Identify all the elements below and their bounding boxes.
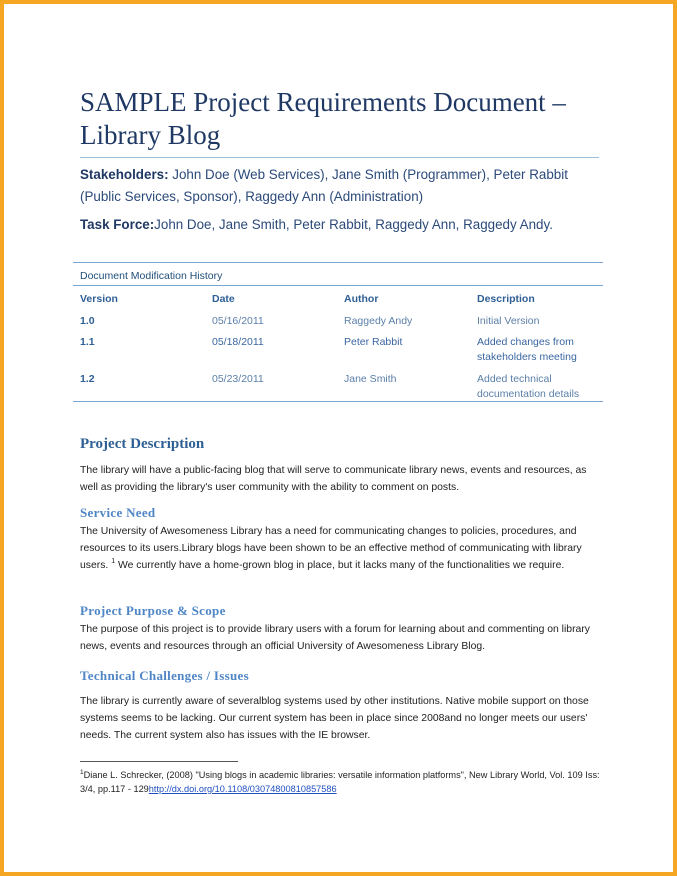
purpose-scope-text: The purpose of this project is to provide library users with a forum for learning about and commenting on library news, events and resources through an official University of Awesomeness Library Blog.	[80, 624, 590, 652]
purpose-scope-heading: Project Purpose & Scope	[80, 603, 226, 618]
task-force-line	[80, 214, 600, 236]
column-header-description: Description	[477, 293, 535, 305]
service-need-heading: Service Need	[80, 505, 156, 520]
title-divider	[80, 157, 599, 158]
table-header-rule	[73, 285, 603, 286]
footnote-mark: 1	[80, 769, 84, 776]
task-force-label: Task Force:	[80, 217, 155, 232]
stakeholders-line	[80, 164, 600, 208]
row-3-description: Added technical documentation details	[477, 373, 580, 400]
column-header-version: Version	[80, 293, 118, 305]
technical-challenges-heading: Technical Challenges / Issues	[80, 668, 249, 683]
row-3-date: 05/23/2011	[212, 373, 264, 385]
row-1-date: 05/16/2011	[212, 315, 264, 327]
task-force-text: John Doe, Jane Smith, Peter Rabbit, Raggedy Ann, Raggedy Andy.	[154, 217, 553, 232]
footnote	[80, 768, 610, 796]
row-2-date: 05/18/2011	[212, 336, 264, 348]
row-1-version: 1.0	[80, 315, 95, 327]
document-title: SAMPLE Project Requirements Document – Library Blog	[80, 87, 566, 150]
history-caption: Document Modification History	[80, 270, 223, 282]
column-header-date: Date	[212, 293, 235, 305]
table-bottom-rule	[73, 401, 603, 402]
service-need-text-part2: We currently have a home-grown blog in place, but it lacks many of the functionalities we require.	[115, 560, 565, 571]
service-need-text	[80, 523, 600, 574]
row-3-author: Jane Smith	[344, 373, 397, 385]
row-1-description: Initial Version	[477, 315, 540, 327]
stakeholders-text: John Doe (Web Services), Jane Smith (Programmer), Peter Rabbit (Public Services, Sponsor), Raggedy Ann (Administration)	[80, 167, 568, 204]
stakeholders-label: Stakeholders:	[80, 167, 169, 182]
table-top-rule	[73, 262, 603, 263]
footnote-text: Diane L. Schrecker, (2008) "Using blogs in academic libraries: versatile information platforms", New Library World, Vol. 109 Iss: 3/4, pp.117 - 129	[80, 770, 600, 794]
project-description-heading: Project Description	[80, 436, 205, 452]
row-3-version: 1.2	[80, 373, 95, 385]
technical-challenges-text: The library is currently aware of severalblog systems used by other institutions. Native mobile support on those systems seems to be lacking. Our current system has been in place since 2008and no longer meets our users' needs. The current system also has issues with the IE browser.	[80, 696, 589, 741]
footnote-reference[interactable]: 1	[111, 558, 116, 565]
row-2-description: Added changes from stakeholders meeting	[477, 336, 577, 363]
footnote-separator	[80, 761, 238, 762]
project-description-text: The library will have a public-facing blog that will serve to communicate library news, events and resources, as well as providing the library's user community with the ability to comment on posts.	[80, 465, 587, 493]
row-2-author: Peter Rabbit	[344, 336, 403, 348]
row-1-author: Raggedy Andy	[344, 315, 413, 327]
column-header-author: Author	[344, 293, 379, 305]
service-need-text-part1: The University of Awesomeness Library has a need for communicating changes to policies, procedures, and resources to its users.Library blogs have been shown to be an effective method of communicating with library users.	[80, 526, 582, 571]
footnote-doi-link[interactable]: http://dx.doi.org/10.1108/03074800810857586	[148, 784, 337, 794]
row-2-version: 1.1	[80, 336, 95, 348]
